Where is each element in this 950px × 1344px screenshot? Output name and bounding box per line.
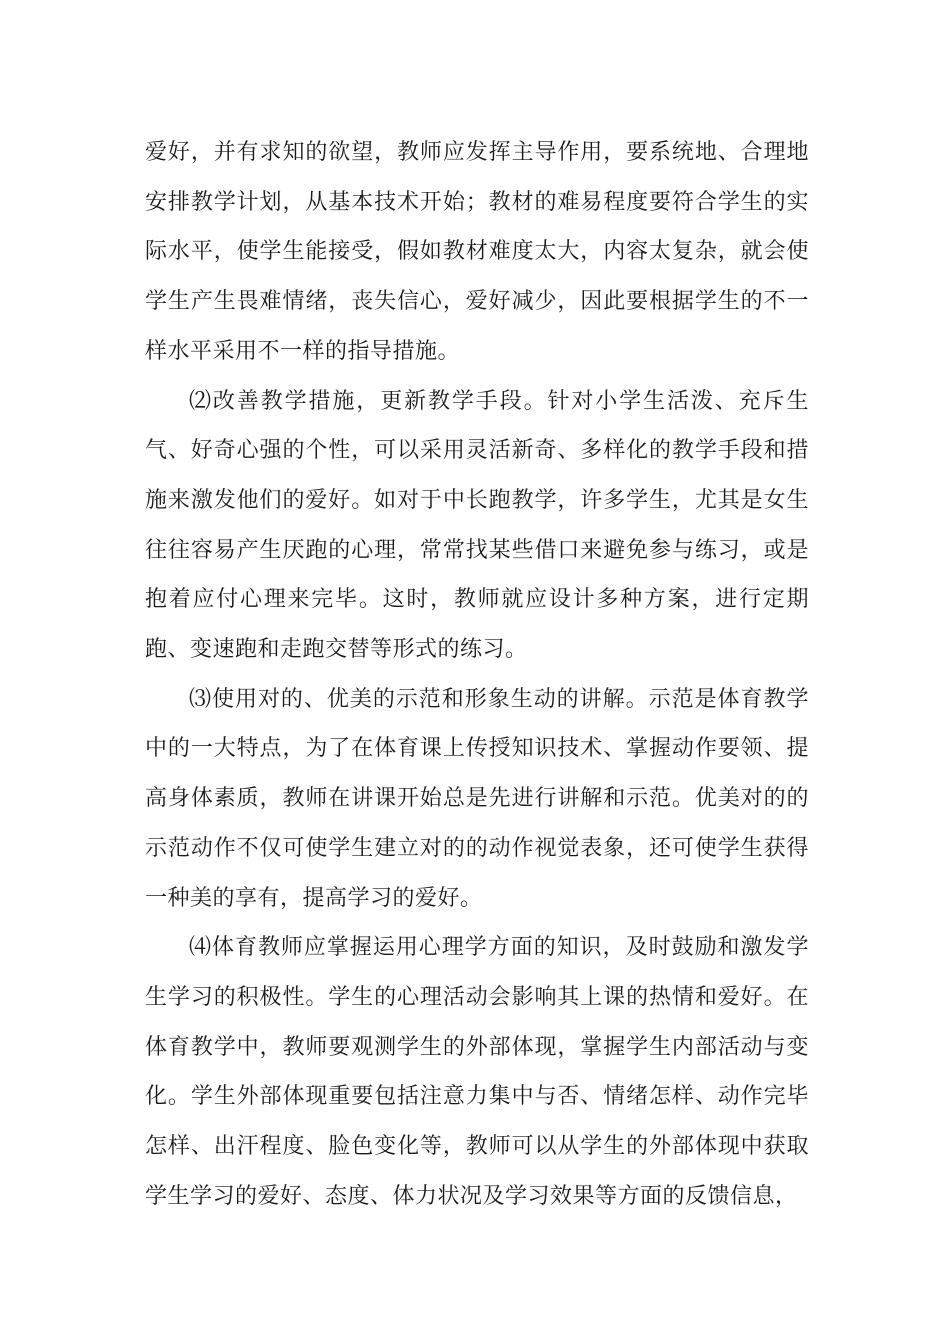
document-body — [145, 128, 809, 1221]
paragraph-1: 爱好，并有求知的欲望，教师应发挥主导作用，要系统地、合理地安排教学计划，从基本技术开始；教材的难易程度要符合学生的实际水平，使学生能接受，假如教材难度太大，内容太复杂，就会使学生产生畏难情绪，丧失信心，爱好减少，因此要根据学生的不一样水平采用不一样的指导措施。 — [145, 140, 809, 364]
paragraph-4: ⑷体育教师应掌握运用心理学方面的知识，及时鼓励和激发学生学习的积极性。学生的心理活动会影响其上课的热情和爱好。在体育教学中，教师要观测学生的外部体现，掌握学生内部活动与变化。学生外部体现重要包括注意力集中与否、情绪怎样、动作完毕怎样、出汗程度、脸色变化等，教师可以从学生的外部体现中获取学生学习的爱好、态度、体力状况及学习效果等方面的反馈信息， — [145, 935, 809, 1209]
paragraph-3: ⑶使用对的、优美的示范和形象生动的讲解。示范是体育教学中的一大特点，为了在体育课上传授知识技术、掌握动作要领、提高身体素质，教师在讲课开始总是先进行讲解和示范。优美对的的示范动作不仅可使学生建立对的的动作视觉表象，还可使学生获得一种美的享有，提高学习的爱好。 — [145, 686, 809, 911]
paragraph-2: ⑵改善教学措施，更新教学手段。针对小学生活泼、充斥生气、好奇心强的个性，可以采用灵活新奇、多样化的教学手段和措施来激发他们的爱好。如对于中长跑教学，许多学生，尤其是女生往往容易产生厌跑的心理，常常找某些借口来避免参与练习，或是抱着应付心理来完毕。这时，教师就应设计多种方案，进行定期跑、变速跑和走跑交替等形式的练习。 — [145, 388, 809, 663]
